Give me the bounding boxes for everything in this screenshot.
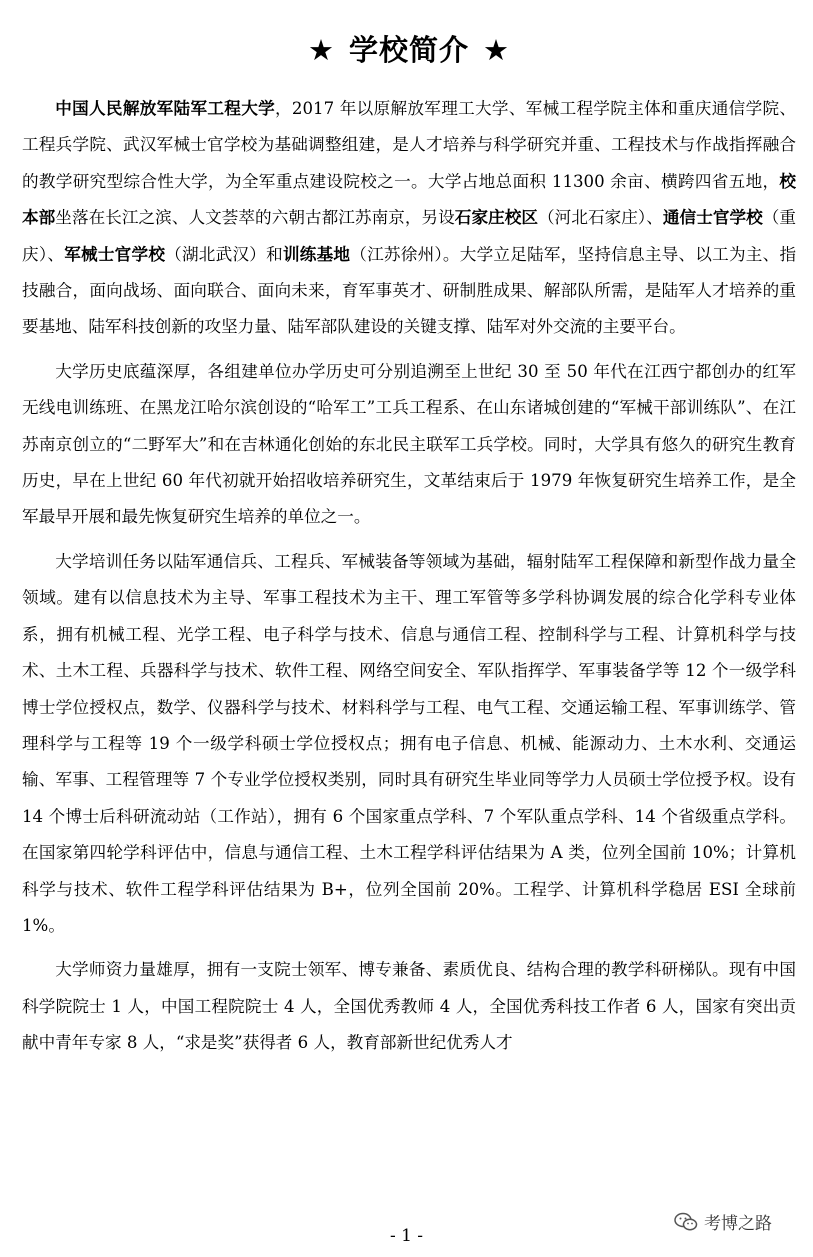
paragraph-history: 大学历史底蕴深厚，各组建单位办学历史可分别追溯至上世纪 30 至 50 年代在江西宁都创办的红军无线电训练班、在黑龙江哈尔滨创设的“哈军工”工兵工程系、在山东诸城创建的“军械干部训练队”、在江苏南京创立的“二野军大”和在吉林通化创始的东北民主联军工兵学校。同时，大学具有悠久的研究生教育历史，早在上世纪 60 年代初就开始招收培养研究生，文革结束后于 1979 年恢复研究生培养工作，是全军最早开展和最先恢复研究生培养的单位之一。 bbox=[22, 361, 796, 527]
main-campus-label: 校本部 bbox=[22, 171, 796, 228]
document-page bbox=[22, 28, 796, 1070]
intro-text-6: （江苏徐州）。大学立足陆军，坚持信息主导、以工为主、指技融合，面向战场、面向联合、面向未来，育军事英才、研制胜成果、解部队所需，是陆军人才培养的重要基地、陆军科技创新的攻坚力量、陆军部队建设的关键支撑、陆军对外交流的主要平台。 bbox=[22, 244, 797, 337]
university-name: 中国人民解放军陆军工程大学 bbox=[55, 99, 276, 118]
paragraph-disciplines: 大学培训任务以陆军通信兵、工程兵、军械装备等领域为基础，辐射陆军工程保障和新型作战力量全领域。建有以信息技术为主导、军事工程技术为主干、理工军管等多学科协调发展的综合化学科专业体系，拥有机械工程、光学工程、电子科学与技术、信息与通信工程、控制科学与工程、计算机科学与技术、土木工程、兵器科学与技术、软件工程、网络空间安全、军队指挥学、军事装备学等 12 个一级学科博士学位授权点，数学、仪器科学与技术、材料科学与工程、电气工程、交通运输工程、军事训练学、管理科学与工程等 19 个一级学科硕士学位授权点；拥有电子信息、机械、能源动力、土木水利、交通运输、军事、工程管理等 7 个专业学位授权类别，同时具有研究生毕业同等学力人员硕士学位授予权。设有 14 个博士后科研流动站（工作站），拥有 6 个国家重点学科、7 个军队重点学科、14 个省级重点学科。在国家第四轮学科评估中，信息与通信工程、土木工程学科评估结果为 A 类，位列全国前 10%；计算机科学与技术、软件工程学科评估结果为 B+，位列全国前 20%。工程学、计算机科学稳居 ESI 全球前 1%。 bbox=[22, 551, 796, 935]
shijiazhuang-campus-label: 石家庄校区 bbox=[454, 208, 539, 228]
page-title bbox=[22, 28, 796, 69]
training-base-label: 训练基地 bbox=[282, 244, 351, 264]
star-right-icon: ★ bbox=[483, 33, 510, 67]
ordnance-nco-school-label: 军械士官学校 bbox=[64, 244, 166, 264]
signal-nco-school-label: 通信士官学校 bbox=[662, 208, 763, 228]
intro-text-3: （河北石家庄）、 bbox=[538, 208, 663, 228]
paragraph-faculty: 大学师资力量雄厚，拥有一支院士领军、博专兼备、素质优良、结构合理的教学科研梯队。现有中国科学院院士 1 人，中国工程院院士 4 人，全国优秀教师 4 人，全国优秀科技工作者 6 人，国家有突出贡献中青年专家 8 人，“求是奖”获得者 6 人，教育部新世纪优秀人才 bbox=[22, 960, 796, 1053]
intro-text-5: （湖北武汉）和 bbox=[165, 244, 283, 264]
intro-text-2: 坐落在长江之滨、人文荟萃的六朝古都江苏南京，另设 bbox=[55, 208, 455, 228]
star-left-icon: ★ bbox=[307, 33, 335, 67]
paragraph-intro bbox=[22, 91, 796, 346]
intro-text-1: ，2017 年以原解放军理工大学、军械工程学院主体和重庆通信学院、工程兵学院、武汉军械士官学校为基础调整组建，是人才培养与科学研究并重、工程技术与作战指挥融合的教学研究型综合性大学，为全军重点建设院校之一。大学占地总面积 11300 余亩、横跨四省五地， bbox=[22, 99, 796, 191]
intro-text-4: （重庆）、 bbox=[22, 208, 797, 264]
title-text: 学校简介 bbox=[348, 33, 469, 67]
page-number: - 1 - bbox=[389, 1226, 424, 1246]
watermark-text: 考博之路 bbox=[704, 1214, 772, 1234]
